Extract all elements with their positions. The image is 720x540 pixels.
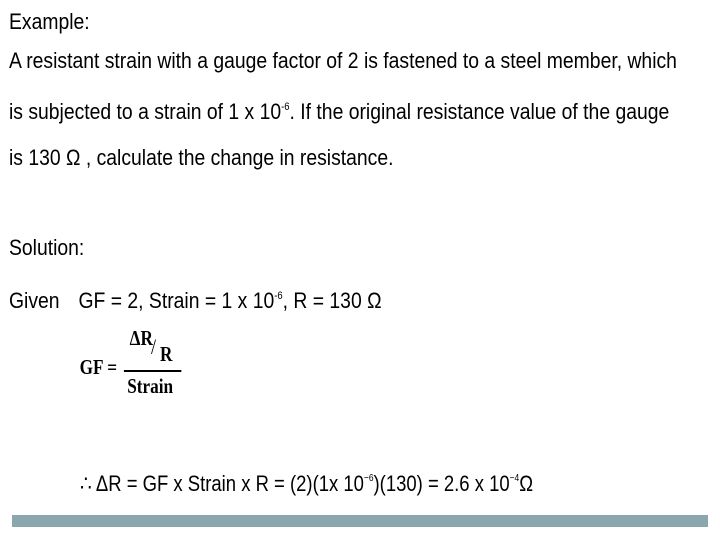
given-values-suffix: , R = 130 Ω [282,288,382,313]
numerator-r: R [160,342,173,366]
problem-line-2-suffix: . If the original resistance value of the gauge [289,99,670,124]
problem-text-line-3: is 130 Ω , calculate the change in resistance. [9,145,394,170]
given-values-prefix: GF = 2, Strain = 1 x 10 [78,288,275,313]
result-part-2: )(130) = 2.6 x 10 [373,471,510,496]
numerator-slash: / [150,334,157,359]
result-part-1: ∴ ΔR = GF x Strain x R = (2)(1x 10 [80,471,364,496]
result-exponent-1: −6 [363,473,374,484]
given-label: Given [9,288,60,313]
given-strain-exponent: -6 [274,290,283,302]
solution-heading: Solution: [9,235,85,260]
result-equation [80,464,533,499]
numerator-delta-r: ΔR [129,326,153,350]
example-heading: Example: [9,9,90,34]
strain-exponent: -6 [281,101,290,113]
footer-bar [12,515,708,527]
formula-denominator: Strain [127,374,174,398]
result-part-3: Ω [519,471,534,496]
formula-lhs: GF = [79,355,118,379]
formula-numerator [124,326,181,368]
problem-text-line-2 [9,92,669,127]
fraction-bar [124,370,181,372]
given-values-line [9,281,382,316]
problem-text-line-1: A resistant strain with a gauge factor of 2 is fastened to a steel member, which [9,48,677,73]
result-exponent-2: −4 [509,473,520,484]
problem-line-2-prefix: is subjected to a strain of 1 x 10 [9,99,282,124]
gauge-factor-formula [78,326,185,406]
